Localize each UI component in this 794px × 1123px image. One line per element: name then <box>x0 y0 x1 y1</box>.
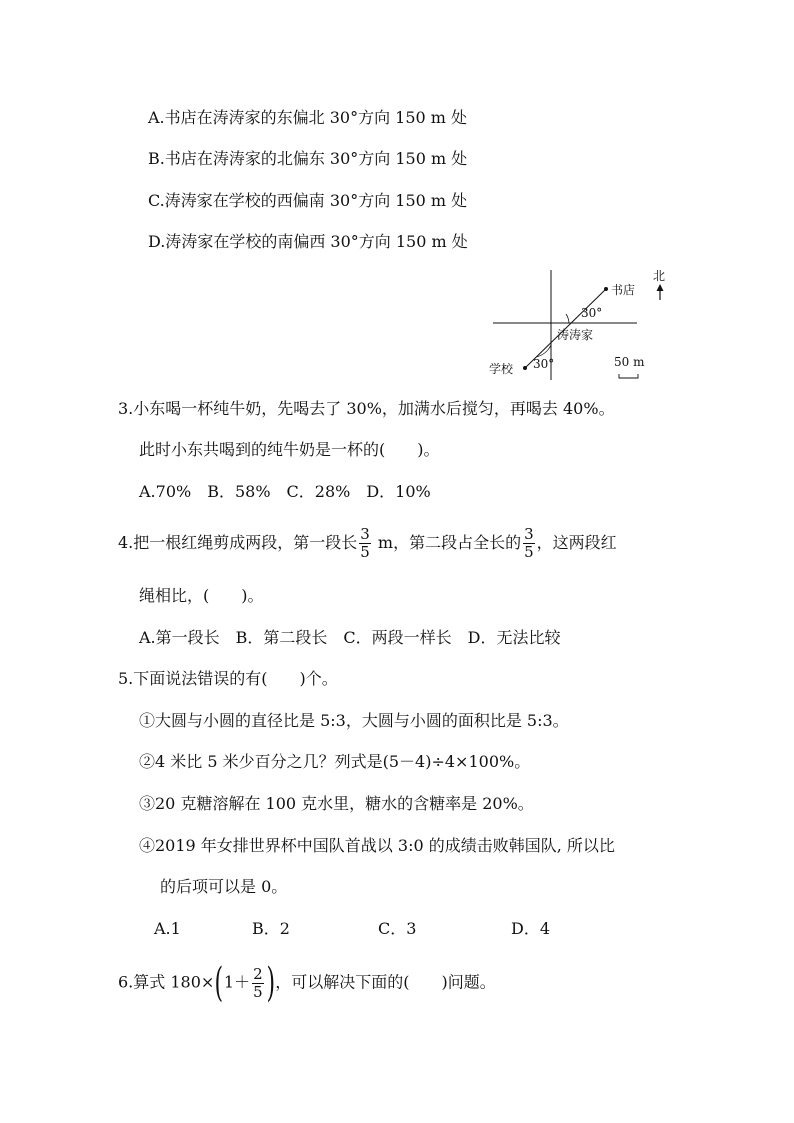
school-point <box>523 366 527 370</box>
q4-fraction-1 <box>359 526 371 561</box>
q4-fraction-2-denominator: 5 <box>524 543 534 561</box>
q2-option-b: B.书店在涛涛家的北偏东 30°方向 150 m 处 <box>148 149 468 168</box>
q6-text-1: 6.算式 180× <box>118 972 215 992</box>
q5-statement-1: ①大圆与小圆的直径比是 5:3，大圆与小圆的面积比是 5:3。 <box>139 711 569 730</box>
q4-line-2: 绳相比，( )。 <box>139 586 264 605</box>
q5-statement-3: ③20 克糖溶解在 100 克水里，糖水的含糖率是 20%。 <box>139 794 534 813</box>
q4-fraction-1-numerator: 3 <box>360 525 370 543</box>
q4-fraction-2 <box>523 526 535 561</box>
angle-arc-top <box>566 314 569 323</box>
q6-right-paren: ) <box>266 960 275 1006</box>
q6-fraction <box>252 966 264 1001</box>
scale-bar <box>619 374 638 378</box>
bookstore-label: 书店 <box>611 283 636 297</box>
q5-option-a: A.1 <box>154 919 181 938</box>
q4-fraction-1-denominator: 5 <box>360 543 370 561</box>
q2-option-a: A.书店在涛涛家的东偏北 30°方向 150 m 处 <box>148 108 468 127</box>
q4-options: A.第一段长 B．第二段长 C．两段一样长 D．无法比较 <box>139 628 561 647</box>
q3-line-2: 此时小东共喝到的纯牛奶是一杯的( )。 <box>139 440 440 459</box>
q2-option-c: C.涛涛家在学校的西偏南 30°方向 150 m 处 <box>148 191 468 210</box>
angle-top-label: 30° <box>581 306 603 320</box>
school-label: 学校 <box>489 362 514 376</box>
q6-left-paren: ( <box>214 960 224 1006</box>
q4-line-1 <box>118 526 617 561</box>
q5-statement-4a: ④2019 年女排世界杯中国队首战以 3:0 的成绩击败韩国队, 所以比 <box>139 836 615 855</box>
bookstore-point <box>604 287 608 291</box>
home-label: 涛涛家 <box>557 328 594 342</box>
q4-text-2: m，第二段占全长的 <box>372 533 522 552</box>
q5-option-c: C．3 <box>378 919 417 938</box>
q5-statement-2: ②4 米比 5 米少百分之几？列式是(5－4)÷4×100%。 <box>139 752 531 771</box>
q5-option-d: D．4 <box>511 919 551 938</box>
q6-fraction-numerator: 2 <box>253 964 263 983</box>
q6-inner: 1＋ <box>223 972 251 992</box>
q3-options: A.70% B．58% C．28% D．10% <box>139 482 431 501</box>
q5-stem: 5.下面说法错误的有( )个。 <box>118 669 338 688</box>
q4-text-1: 4.把一根红绳剪成两段，第一段长 <box>118 533 358 552</box>
direction-diagram <box>485 268 675 383</box>
q3-line-1: 3.小东喝一杯纯牛奶，先喝去了 30%，加满水后搅匀，再喝去 40%。 <box>118 399 615 418</box>
q5-option-b: B．2 <box>252 919 290 938</box>
q5-statement-4b: 的后项可以是 0。 <box>160 877 288 896</box>
q2-option-d: D.涛涛家在学校的南偏西 30°方向 150 m 处 <box>148 232 468 251</box>
q4-text-3: ，这两段红 <box>536 533 617 552</box>
north-arrow-head-icon <box>657 284 664 291</box>
q6-line <box>118 960 496 1006</box>
q6-fraction-denominator: 5 <box>253 982 263 1001</box>
scale-label: 50 m <box>614 355 645 369</box>
angle-bottom-label: 30° <box>533 357 555 371</box>
q4-fraction-2-numerator: 3 <box>524 525 534 543</box>
north-label: 北 <box>653 269 666 283</box>
q6-text-2: ，可以解决下面的( )问题。 <box>275 972 496 992</box>
